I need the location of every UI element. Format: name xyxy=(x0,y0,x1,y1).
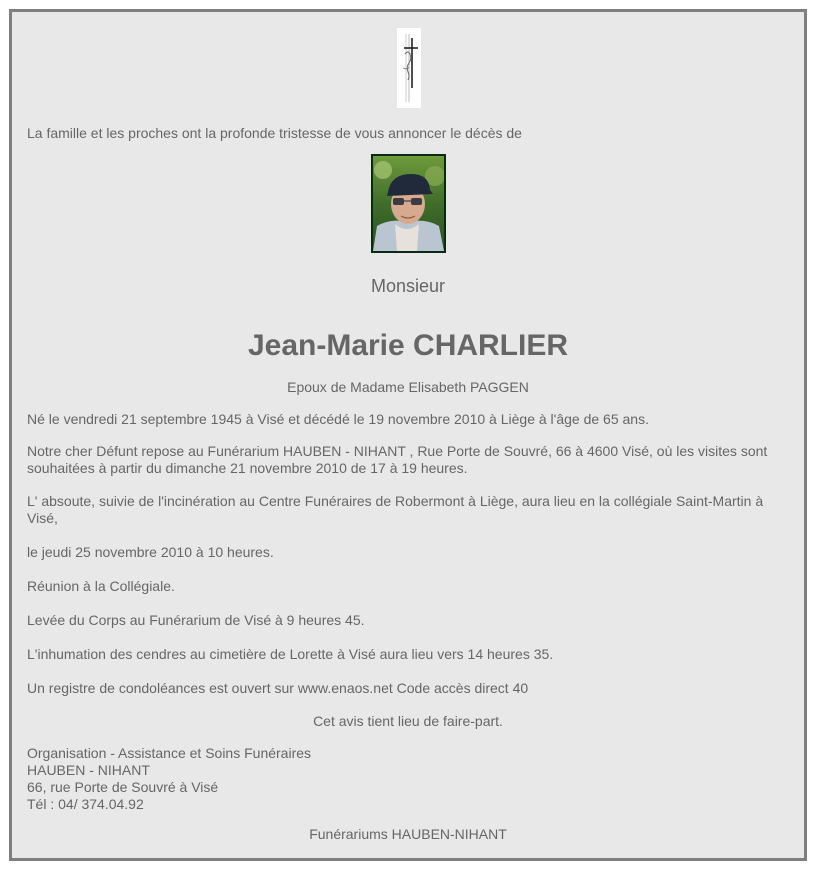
deceased-name: Jean-Marie CHARLIER xyxy=(247,329,569,362)
obituary-card xyxy=(9,9,807,861)
portrait-photo xyxy=(371,154,446,253)
organisation-line: 66, rue Porte de Souvré à Visé xyxy=(27,779,219,795)
footer-text: Funérariums HAUBEN-NIHANT xyxy=(309,826,507,842)
organisation-line: Organisation - Assistance et Soins Funéraires xyxy=(27,745,312,761)
ceremony-date-paragraph: le jeudi 25 novembre 2010 à 10 heures. xyxy=(27,544,274,560)
inhumation-paragraph: L'inhumation des cendres au cimetière de Lorette à Visé aura lieu vers 14 heures 35. xyxy=(27,646,554,662)
birth-death-paragraph: Né le vendredi 21 septembre 1945 à Visé et décédé le 19 novembre 2010 à Liège à l'âge de 65 ans. xyxy=(27,411,649,427)
cross-icon xyxy=(397,28,421,108)
reunion-paragraph: Réunion à la Collégiale. xyxy=(27,578,175,594)
condolences-paragraph: Un registre de condoléances est ouvert sur www.enaos.net Code accès direct 40 xyxy=(27,680,529,696)
organisation-phone: Tél : 04/ 374.04.92 xyxy=(27,796,144,812)
cross-emblem xyxy=(397,28,421,108)
title-honorific: Monsieur xyxy=(370,276,446,296)
absoute-paragraph: L' absoute, suivie de l'incinération au Centre Funéraires de Robermont à Liège, aura lieu en la collégiale Saint-Martin à Visé, xyxy=(27,493,764,526)
spouse-text: Epoux de Madame Elisabeth PAGGEN xyxy=(287,379,529,395)
organisation-block xyxy=(27,745,311,813)
intro-text: La famille et les proches ont la profonde tristesse de vous annoncer le décès de xyxy=(27,125,522,141)
organisation-line: HAUBEN - NIHANT xyxy=(27,762,150,778)
notice-text: Cet avis tient lieu de faire-part. xyxy=(313,713,503,729)
levee-paragraph: Levée du Corps au Funérarium de Visé à 9 heures 45. xyxy=(27,612,365,628)
funerarium-paragraph: Notre cher Défunt repose au Funérarium HAUBEN - NIHANT , Rue Porte de Souvré, 66 à 4600 Visé, où les visites sont souhaitées à partir du dimanche 21 novembre 2010 de 17 à 19 heures. xyxy=(27,443,768,476)
